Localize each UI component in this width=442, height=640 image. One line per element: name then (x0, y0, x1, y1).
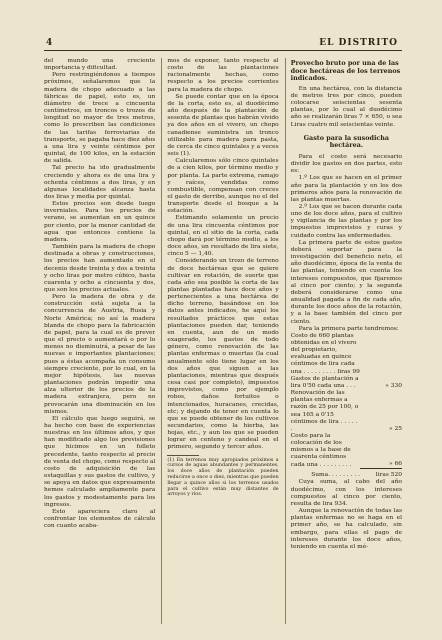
cost-amount (360, 333, 402, 376)
paragraph: Para la primera parte tendremos: (298, 325, 399, 332)
paragraph: Cuya suma, al cabo del año duodécimo, con los intereses compuestos al cinco por ciento, resulta de lira 934. (290, 479, 402, 507)
table-row (291, 333, 402, 376)
paragraph: Estos precios son desde luego inverniales. Para los precios de verano, se aumentan en un quince por ciento, por la menor cantidad de agua que entonces contiene la madera. (44, 201, 156, 243)
paragraph: Para el costo será necesario dividir los gastos en dos partes, esto es: (290, 153, 402, 175)
cost-table (291, 333, 402, 480)
table-row (291, 376, 402, 390)
paragraph: Esto apareciera claro al confrontar los elementos de cálculo con cuanto acaba- (44, 508, 156, 530)
column-1 (44, 58, 155, 624)
cost-label: Gastos de plantación a lira 0'50 cada una . . . (290, 375, 359, 389)
paragraph: Pero restringiéndonos a tiempos próximos, señalaremos que la madera de chopo adecuado a las fábricas de papel, esto es, un diámetro de trece a cincuenta centímetros, en troncos o trozos de longitud no mayor de tres metros, como lo prescriben las condiciones de las tarifas ferroviarias de transporte, se pagaba hace diez años a una lira y veinte céntimos por quintal, de 100 kilos, en la estación de salida. (44, 72, 156, 165)
total-row (291, 469, 402, 480)
section-heading: Provecho bruto por una de las doce hectáreas de los terrenos indicados. (290, 59, 401, 83)
column-2 (161, 58, 278, 624)
paragraph: Tal precio ha ido gradualmente creciendo y ahora es de una lira y ochenta céntimos a dos liras, y en algunas localidades alcanza hasta dos liras y media por quintal. (44, 165, 156, 200)
column-3 (285, 58, 402, 624)
paragraph: También para la madera de chopo destinada a obras y construcciones, los precios han aumentado en el decenio desde treinta y dos a treinta y ocho liras por metro cúbico, hasta cuarenta y ocho a cincuenta y dos, que son los precios actuales. (44, 244, 156, 293)
paragraph: Calcularemos sólo cinco quintales de a cien kilos, por término medio y por planta. La parte extrema, ramajo y raíces, vendidas como combustible, compensan con creces el gasto de derribo, aunque no el del transporte desde el bosque a la estación. (167, 158, 279, 215)
paragraph: Aunque la renovación de todas las plantas enfermas no se haga en el primer año, se ha calculado, sin embargo, para ellas el pago de intereses durante los doce años, teniendo en cuenta el mé- (290, 508, 402, 550)
cost-amount: » 330 (385, 382, 402, 389)
paragraph: El cálculo que luego seguirá, se ha hecho con base de experiencias nuestras en los últimos años, y que han modificado algo los previsiones que hicimos en un folleto precedente, tanto respecto al precio de venta del chopo, como respecto al costo de adquisición de las estaquillas y sus gastos de cultivo, y se apoya en datos que expresamente hemos calculado ampliamente para los gastos y modestamente para los ingresos. (44, 415, 156, 508)
total-label: Suma. . . . . . . . . (311, 472, 360, 479)
paragraph: mos de exponer, tanto respecto al costo de las plantaciones racionalmente hechas, como respecto a los precios corrientes para la madera de chopo. (167, 58, 279, 93)
paragraph: En una hectárea, con la distancia de metros tres por cinco, pueden colocarse seiscientas sesenta plantas, por lo cual al duodécimo año se realizarán liras 7 × 650, o sea Liras cuatro mil seiscientas veinte. (290, 85, 402, 128)
cost-label: Costo para la colocación de los mismos a la base de cuarenta céntimos cada una . . . . . . . . . (290, 433, 352, 468)
cost-label: Costo de 660 plantas obtenidas en el vivero del propietario, evaluadas en quince céntimos de lira cada una . . . . . . . . . liras 99 (290, 332, 360, 375)
paragraph: del mundo una creciente importancia y dificultad. (44, 58, 156, 72)
paragraph: Se puede contar que en la época de la corta, esto es, al duodécimo año después de la plantación de sesenta de plantas que habrán vivido ya dos años en el vivero, un chopo canadiense suministra un tronco utilizable para madera para pasta, de cerca de cinco quintales y a veces seis (1). (167, 93, 279, 158)
paragraph: 1.º Los que se hacen en el primer año para la plantación y en los dos primeros años para la renovación de las plantas muertas. (290, 175, 402, 203)
page-header (44, 34, 402, 51)
paragraph: 2.º Los que se hacen durante cada uno de los doce años, para el cultivo y vigilancia de las plantas y por los impuestos imprevistos y curas y cuidado contra las enfermedades. (290, 204, 402, 239)
total-value: liras 520 (360, 469, 402, 480)
paragraph: Estimando solamente un precio de una lira cincuenta céntimos por quintal, en el sitio de la corta, cada chopo dará por término medio, a los doce años, un resultado de lira siete, cinco 5 — 1,40. (167, 215, 279, 258)
cost-amount: » 66 (389, 461, 402, 468)
footnote: (1) En terrenos muy apropiados próximos a cursos de aguas abundantes y permanentes, los doce años de plantación pueden reducirse a once o diez, mientras que pueden llegar a quince años si los terrenos usados para el cultivo están muy distantes de arroyos y ríos. (167, 457, 279, 498)
page-number: 4 (46, 38, 53, 48)
section-heading: Gasto para la susodicha hectárea. (303, 133, 390, 150)
paragraph: La primera parte de estos gastos deberá soportar para la investigación del beneficio neto, el año duodécimo, época de la venta de las plantas, teniendo en cuenta los intereses compuestos, que fijaremos al cinco por ciento; y la segunda deberá considerarse como una anualidad pagada a fin de cada año, durante los doce años de la rotación, y a la base también del cinco por ciento. (290, 239, 402, 325)
footnote-divider (167, 455, 199, 456)
table-row (291, 390, 402, 433)
paragraph: Pero la madera de obra y de construcción está sujeta a la concurrencia de Austria, Rusia y Norte América; no así la madera blanda de chopo para la fabricación de papel, para la cual es de prever que el precio o aumentará o por lo menos no disminuirá, a pesar de las nuevas e importantes plantaciones; pues a éstas acompaña un consumo siempre creciente, por lo cual, en la mejor hipótesis, las nuevas plantaciones podrán impedir una alza ulterior de los precios de la madera extranjera, pero no provocarán una disminución en los mismos. (44, 294, 156, 415)
paragraph: Considerando un trozo de terreno de doce hectáreas que se quiere cultivar en rotación, de suerte que cada año sea posible la corta de las plantas plantadas hace doce años y pertenecientes a una hectárea de dicho terreno, basándose en los datos antes indicados, he aquí los resultados prácticos que estas plantaciones pueden dar, teniendo en cuenta, aun de un modo exagerado, los gastos de todo género, como renovación de las plantas enfermas o muertas (la cual anualmente sólo tiene lugar en los dos años que siguen a las plantaciones, mientras que después cesa casi por completo), impuestos imprevistos, como por ejemplo robos, daños fortuitos o intencionados, huracanes, crecidas, etc; y dejando de tener en cuenta lo que se puede obtener de los cultivos secundarios, como la hierba, las hojas, etc., y aun los que se pueden lograr en centeno y candeal en el primero, segundo y tercer años. (167, 258, 279, 451)
cost-amount: » 25 (389, 425, 402, 432)
table-row (291, 433, 402, 469)
text-columns (44, 58, 402, 624)
journal-title: EL DISTRITO (319, 38, 398, 48)
cost-label: Renovación de las plantas enfermas a razón de 25 por 100, o sea 165 a 0'15 céntimos de lira . . . . . . (290, 390, 359, 432)
